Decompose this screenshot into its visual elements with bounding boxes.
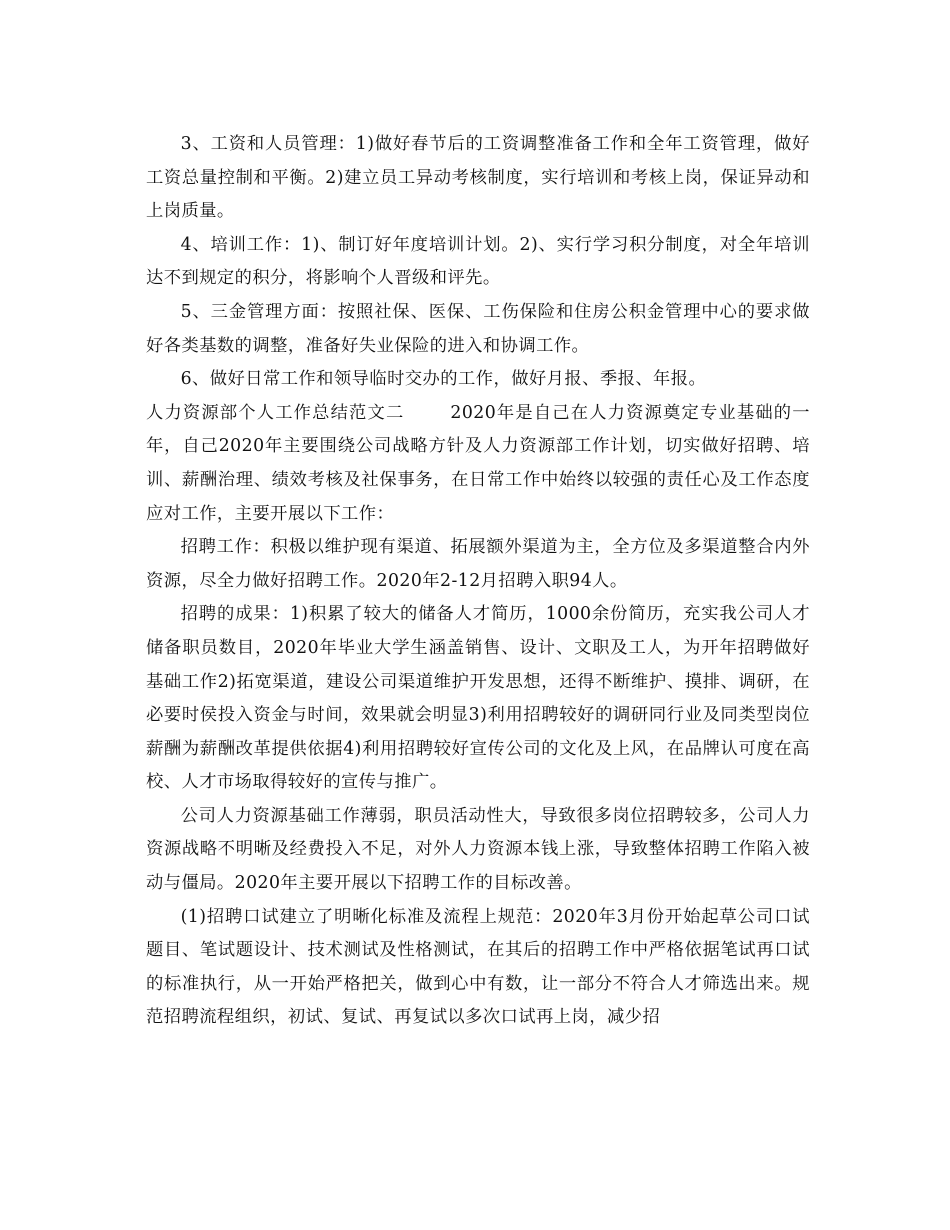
paragraph-salary-management: 3、工资和人员管理：1)做好春节后的工资调整准备工作和全年工资管理，做好工资总量控制和平衡。2)建立员工异动考核制度，实行培训和考核上岗，保证异动和上岗质量。 xyxy=(146,134,810,222)
section-intro: 2020年是自己在人力资源奠定专业基础的一年，自己2020年主要围绕公司战略方针及人力资源部工作计划，切实做好招聘、培训、薪酬治理、绩效考核及社保事务，在日常工作中始终以较强的责任心及工作态度应对工作，主要开展以下工作： xyxy=(146,402,810,524)
paragraph-hr-foundation: 公司人力资源基础工作薄弱，职员活动性大，导致很多岗位招聘较多，公司人力资源战略不明晰及经费投入不足，对外人力资源本钱上涨，导致整体招聘工作陷入被动与僵局。2020年主要开展以下招聘工作的目标改善。 xyxy=(146,805,810,894)
section-block xyxy=(146,397,810,531)
paragraph-recruitment-results: 招聘的成果：1)积累了较大的储备人才简历，1000余份简历，充实我公司人才储备职员数目，2020年毕业大学生涵盖销售、设计、文职及工人，为开年招聘做好基础工作2)拓宽渠道，建设公司渠道维护开发思想，还得不断维护、摸排、调研，在必要时侯投入资金与时间，效果就会明显3)利用招聘较好的调研同行业及同类型岗位薪酬为薪酬改革提供依据4)利用招聘较好宣传公司的文化及上风，在品牌认可度在高校、人才市场取得较好的宣传与推广。 xyxy=(146,604,810,793)
section-heading: 人力资源部个人工作总结范文二 xyxy=(146,402,405,423)
document-body xyxy=(146,128,810,1035)
paragraph-three-funds: 5、三金管理方面：按照社保、医保、工伤保险和住房公积金管理中心的要求做好各类基数的调整，准备好失业保险的进入和协调工作。 xyxy=(146,301,810,356)
paragraph-training: 4、培训工作：1)、制订好年度培训计划。2)、实行学习积分制度，对全年培训达不到规定的积分，将影响个人晋级和评先。 xyxy=(146,234,810,289)
paragraph-interview-standard: (1)招聘口试建立了明晰化标准及流程上规范：2020年3月份开始起草公司口试题目、笔试题设计、技术测试及性格测试，在其后的招聘工作中严格依据笔试再口试的标准执行，从一开始严格把关，做到心中有数，让一部分不符合人才筛选出来。规范招聘流程组织，初试、复试、再复试以多次口试再上岗，减少招 xyxy=(146,906,810,1028)
paragraph-recruitment: 招聘工作：积极以维护现有渠道、拓展额外渠道为主，全方位及多渠道整合内外资源，尽全力做好招聘工作。2020年2-12月招聘入职94人。 xyxy=(146,537,810,591)
paragraph-daily-work: 6、做好日常工作和领导临时交办的工作，做好月报、季报、年报。 xyxy=(180,369,707,390)
